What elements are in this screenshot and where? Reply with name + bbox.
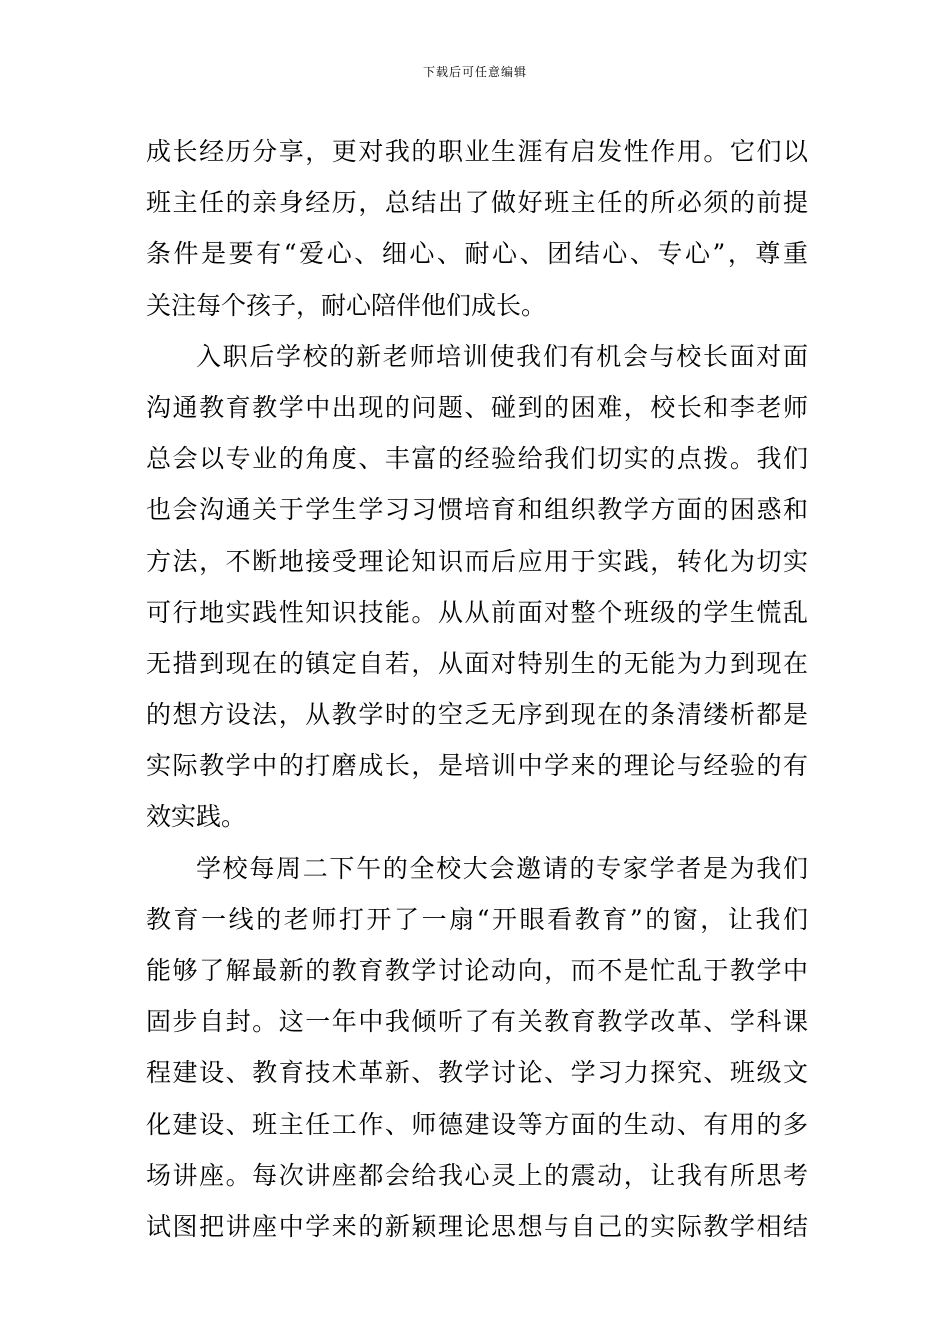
text-line: 效实践。 — [146, 802, 247, 832]
text-line: 无措到现在的镇定自若，从面对特别生的无能为力到现在 — [146, 648, 808, 678]
text-line: 可行地实践性知识技能。从从前面对整个班级的学生慌乱 — [146, 597, 808, 627]
text-line: 关注每个孩子，耐心陪伴他们成长。 — [146, 290, 547, 320]
paragraph — [146, 331, 808, 843]
text-line: 成长经历分享，更对我的职业生涯有启发性作用。它们以 — [146, 137, 808, 166]
text-line: 学校每周二下午的全校大会邀请的专家学者是为我们 — [196, 853, 808, 883]
paragraph — [146, 126, 808, 331]
document-body — [146, 126, 808, 1252]
text-line: 试图把讲座中学来的新颖理论思想与自己的实际教学相结 — [146, 1211, 808, 1241]
text-line: 实际教学中的打磨成长，是培训中学来的理论与经验的有 — [146, 751, 808, 781]
text-line: 也会沟通关于学生学习习惯培育和组织教学方面的困惑和 — [146, 495, 808, 525]
text-line: 教育一线的老师打开了一扇“开眼看教育”的窗，让我们 — [146, 904, 808, 934]
text-line: 条件是要有“爱心、细心、耐心、团结心、专心”，尊重 — [146, 239, 808, 269]
text-line: 班主任的亲身经历，总结出了做好班主任的所必须的前提 — [146, 188, 808, 218]
text-line: 能够了解最新的教育教学讨论动向，而不是忙乱于教学中 — [146, 956, 808, 985]
text-line: 总会以专业的角度、丰富的经验给我们切实的点拨。我们 — [146, 444, 808, 474]
text-line: 沟通教育教学中出现的问题、碰到的困难，校长和李老师 — [146, 392, 808, 422]
text-line: 的想方设法，从教学时的空乏无序到现在的条清缕析都是 — [146, 700, 808, 730]
text-line: 方法，不断地接受理论知识而后应用于实践，转化为切实 — [146, 546, 808, 576]
text-line: 固步自封。这一年中我倾听了有关教育教学改革、学科课 — [146, 1007, 808, 1037]
text-line: 入职后学校的新老师培训使我们有机会与校长面对面 — [196, 341, 808, 371]
paragraph — [146, 843, 808, 1253]
text-line: 场讲座。每次讲座都会给我心灵上的震动，让我有所思考 — [146, 1160, 808, 1190]
text-line: 程建设、教育技术革新、教学讨论、学习力探究、班级文 — [146, 1058, 808, 1088]
page-header: 下载后可任意编辑 — [422, 65, 527, 79]
text-line: 化建设、班主任工作、师德建设等方面的生动、有用的多 — [146, 1109, 808, 1139]
